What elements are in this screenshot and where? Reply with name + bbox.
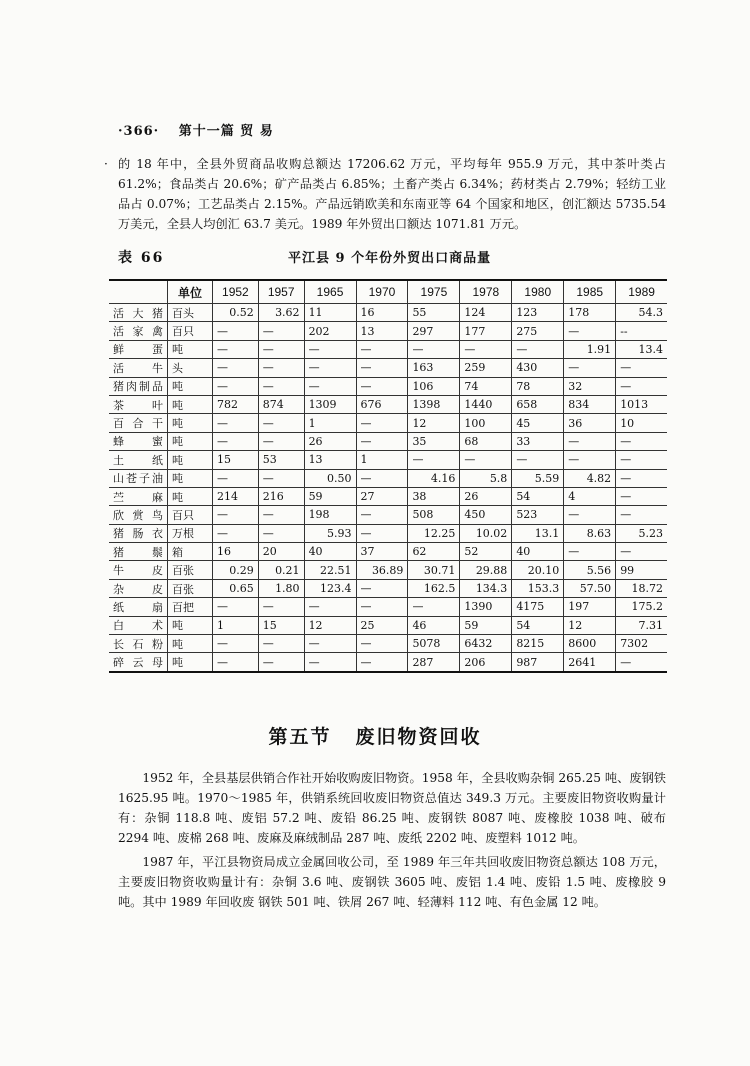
table-cell: 4.82 <box>564 469 616 487</box>
table-cell: 10.02 <box>460 524 512 542</box>
table-cell: 0.52 <box>213 304 259 322</box>
table-cell: — <box>258 506 304 524</box>
table-cell: — <box>258 524 304 542</box>
table-cell: 99 <box>616 561 667 579</box>
table-cell: 16 <box>213 543 259 561</box>
table-cell: 5.8 <box>460 469 512 487</box>
row-item-name: 蜂蜜 <box>109 432 168 450</box>
table-cell: 20.10 <box>512 561 564 579</box>
table-cell: 1 <box>356 451 408 469</box>
table-cell: — <box>616 469 667 487</box>
table-cell: — <box>304 598 356 616</box>
table-cell: 8215 <box>512 635 564 653</box>
table-cell: — <box>512 451 564 469</box>
table-cell: 46 <box>408 616 460 634</box>
table-cell: — <box>304 359 356 377</box>
row-unit: 吨 <box>168 487 213 505</box>
table-cell: 175.2 <box>616 598 667 616</box>
table-cell: 7302 <box>616 635 667 653</box>
table-cell: — <box>213 377 259 395</box>
table-cell: — <box>564 432 616 450</box>
table-cell: — <box>356 377 408 395</box>
table-row <box>109 561 667 579</box>
table-cell: — <box>564 506 616 524</box>
header-year: 1985 <box>564 280 616 304</box>
table-cell: 40 <box>304 543 356 561</box>
table-cell: 297 <box>408 322 460 340</box>
row-item-name: 猪鬃 <box>109 543 168 561</box>
table-cell: — <box>258 414 304 432</box>
table-cell: 22.51 <box>304 561 356 579</box>
table-cell: 52 <box>460 543 512 561</box>
table-cell: — <box>258 322 304 340</box>
row-unit: 吨 <box>168 340 213 358</box>
section-title: 废旧物资回收 <box>355 726 482 748</box>
table-cell: 1390 <box>460 598 512 616</box>
table-cell: 54 <box>512 487 564 505</box>
table-cell: 12.25 <box>408 524 460 542</box>
table-row <box>109 359 667 377</box>
table-cell: 36.89 <box>356 561 408 579</box>
table-cell: — <box>616 432 667 450</box>
section-heading <box>0 722 750 749</box>
table-cell: 54 <box>512 616 564 634</box>
row-unit: 吨 <box>168 469 213 487</box>
table-row <box>109 304 667 322</box>
table-cell: 57.50 <box>564 579 616 597</box>
table-cell: 0.50 <box>304 469 356 487</box>
table-cell: 1 <box>304 414 356 432</box>
table-cell: 782 <box>213 395 259 413</box>
table-cell: — <box>258 635 304 653</box>
table-cell: — <box>213 340 259 358</box>
table-cell: -- <box>616 322 667 340</box>
export-table <box>109 279 667 673</box>
table-cell: — <box>258 469 304 487</box>
table-cell: 13 <box>356 322 408 340</box>
table-cell: 6432 <box>460 635 512 653</box>
row-item-name: 山苍子油 <box>109 469 168 487</box>
row-item-name: 猪肉制品 <box>109 377 168 395</box>
header-item <box>109 280 168 304</box>
row-item-name: 长石粉 <box>109 635 168 653</box>
recycling-paragraph-2: 1987 年，平江县物资局成立金属回收公司，至 1989 年三年共回收废旧物资总额达 108 万元，主要废旧物资收购量计有：杂铜 3.6 吨、废钢铁 3605 吨、废铝 1.4 吨、废铅 1.5 吨、废橡胶 9 吨。其中 1989 年回收废 钢铁 501 吨、铁屑 267 吨、轻薄料 112 吨、有色金属 12 吨。 <box>118 855 666 909</box>
table-cell: 259 <box>460 359 512 377</box>
table-cell: 676 <box>356 395 408 413</box>
row-item-name: 猪肠衣 <box>109 524 168 542</box>
table-cell: 153.3 <box>512 579 564 597</box>
table-cell: 508 <box>408 506 460 524</box>
table-cell: — <box>356 359 408 377</box>
table-cell: 20 <box>258 543 304 561</box>
row-unit: 百张 <box>168 579 213 597</box>
row-unit: 吨 <box>168 432 213 450</box>
table-row <box>109 635 667 653</box>
table-cell: 1.91 <box>564 340 616 358</box>
row-unit: 吨 <box>168 653 213 672</box>
table-row <box>109 598 667 616</box>
table-cell: 0.29 <box>213 561 259 579</box>
table-cell: 206 <box>460 653 512 672</box>
table-cell: — <box>304 377 356 395</box>
row-item-name: 苎麻 <box>109 487 168 505</box>
table-cell: 198 <box>304 506 356 524</box>
table-cell: — <box>564 451 616 469</box>
table-cell: 100 <box>460 414 512 432</box>
table-cell: 287 <box>408 653 460 672</box>
table-row <box>109 395 667 413</box>
table-cell: 13 <box>304 451 356 469</box>
table-cell: 197 <box>564 598 616 616</box>
table-cell: 35 <box>408 432 460 450</box>
table-cell: 8.63 <box>564 524 616 542</box>
row-item-name: 杂皮 <box>109 579 168 597</box>
table-cell: 59 <box>460 616 512 634</box>
table-cell: 5078 <box>408 635 460 653</box>
table-cell: — <box>304 340 356 358</box>
table-cell: — <box>408 340 460 358</box>
table-row <box>109 653 667 672</box>
bullet-mark: · <box>104 157 108 171</box>
table-cell: 26 <box>460 487 512 505</box>
intro-text: 的 18 年中，全县外贸商品收购总额达 17206.62 万元，平均每年 955.9 万元，其中茶叶类占 61.2%；食品类占 20.6%；矿产品类占 6.85%；土畜产类占 6.34%；药材类占 2.79%；轻纺工业品占 0.07%；工艺品类占 2.15%。产品远销欧美和东南亚等 64 个国家和地区，创汇额达 5735.54 万美元，全县人均创汇 63.7 美元。1989 年外贸出口额达 1071.81 万元。 <box>118 157 666 231</box>
table-cell: — <box>258 432 304 450</box>
row-unit: 吨 <box>168 414 213 432</box>
table-cell: — <box>356 598 408 616</box>
table-cell: 12 <box>408 414 460 432</box>
row-item-name: 活大猪 <box>109 304 168 322</box>
table-body <box>109 304 667 672</box>
row-item-name: 欣赏鸟 <box>109 506 168 524</box>
table-cell: — <box>616 653 667 672</box>
table-cell: — <box>356 524 408 542</box>
table-cell: 59 <box>304 487 356 505</box>
table-cell: 177 <box>460 322 512 340</box>
table-cell: 523 <box>512 506 564 524</box>
table-cell: 163 <box>408 359 460 377</box>
row-item-name: 鲜蛋 <box>109 340 168 358</box>
table-cell: 10 <box>616 414 667 432</box>
row-unit: 吨 <box>168 616 213 634</box>
table-cell: 16 <box>356 304 408 322</box>
table-cell: — <box>356 432 408 450</box>
table-cell: 13.4 <box>616 340 667 358</box>
table-cell: — <box>213 506 259 524</box>
table-row <box>109 414 667 432</box>
recycling-paragraph-1: 1952 年，全县基层供销合作社开始收购废旧物资。1958 年，全县收购杂铜 265.25 吨、废钢铁 1625.95 吨。1970～1985 年，供销系统回收废旧物资总值达 349.3 万元。主要废旧物资收购量计有：杂铜 118.8 吨、废铝 57.2 吨、废铅 86.25 吨、废钢铁 8087 吨、废橡胶 1038 吨、破布 2294 吨、废棉 268 吨、废麻及麻绒制品 287 吨、废纸 2202 吨、废塑料 1012 吨。 <box>118 771 666 845</box>
table-cell: — <box>460 340 512 358</box>
table-cell: — <box>213 322 259 340</box>
table-cell: — <box>213 635 259 653</box>
header-unit: 单位 <box>168 280 213 304</box>
table-cell: 78 <box>512 377 564 395</box>
table-cell: 1.80 <box>258 579 304 597</box>
table-cell: 202 <box>304 322 356 340</box>
table-cell: — <box>356 414 408 432</box>
table-row <box>109 432 667 450</box>
row-item-name: 活牛 <box>109 359 168 377</box>
header-year: 1989 <box>616 280 667 304</box>
table-row <box>109 377 667 395</box>
header-year: 1978 <box>460 280 512 304</box>
table-cell: 1309 <box>304 395 356 413</box>
table-cell: 658 <box>512 395 564 413</box>
table-cell: — <box>616 506 667 524</box>
table-caption <box>118 247 666 267</box>
table-cell: 162.5 <box>408 579 460 597</box>
table-cell: 62 <box>408 543 460 561</box>
row-item-name: 百合干 <box>109 414 168 432</box>
table-cell: 134.3 <box>460 579 512 597</box>
table-cell: — <box>213 524 259 542</box>
row-item-name: 活家禽 <box>109 322 168 340</box>
table-cell: — <box>616 359 667 377</box>
table-cell: 1 <box>213 616 259 634</box>
table-cell: 5.23 <box>616 524 667 542</box>
row-unit: 百头 <box>168 304 213 322</box>
row-item-name: 碎云母 <box>109 653 168 672</box>
row-unit: 百只 <box>168 322 213 340</box>
table-cell: — <box>304 635 356 653</box>
table-cell: — <box>258 340 304 358</box>
table-cell: 987 <box>512 653 564 672</box>
table-cell: 37 <box>356 543 408 561</box>
row-item-name: 牛皮 <box>109 561 168 579</box>
table-cell: 2641 <box>564 653 616 672</box>
table-cell: — <box>460 451 512 469</box>
row-unit: 百只 <box>168 506 213 524</box>
running-header <box>118 120 274 139</box>
page-number: ·366· <box>118 124 160 139</box>
table-number: 表 66 <box>118 250 165 266</box>
table-cell: 30.71 <box>408 561 460 579</box>
table-cell: — <box>564 359 616 377</box>
row-item-name: 纸扇 <box>109 598 168 616</box>
header-year: 1957 <box>258 280 304 304</box>
table-cell: 11 <box>304 304 356 322</box>
table-cell: 36 <box>564 414 616 432</box>
table-cell: — <box>258 359 304 377</box>
table-cell: 123.4 <box>304 579 356 597</box>
header-year: 1952 <box>213 280 259 304</box>
table-cell: — <box>356 579 408 597</box>
table-cell: 4 <box>564 487 616 505</box>
table-cell: — <box>258 653 304 672</box>
intro-paragraph <box>104 154 666 234</box>
table-row <box>109 579 667 597</box>
table-cell: 12 <box>304 616 356 634</box>
table-cell: 123 <box>512 304 564 322</box>
table-cell: 4175 <box>512 598 564 616</box>
table-cell: 450 <box>460 506 512 524</box>
table-cell: 18.72 <box>616 579 667 597</box>
table-cell: 29.88 <box>460 561 512 579</box>
table-row <box>109 322 667 340</box>
table-row <box>109 616 667 634</box>
table-row <box>109 543 667 561</box>
table-cell: 834 <box>564 395 616 413</box>
table-cell: 26 <box>304 432 356 450</box>
table-row <box>109 506 667 524</box>
table-cell: — <box>616 487 667 505</box>
table-cell: — <box>408 598 460 616</box>
table-cell: — <box>356 469 408 487</box>
table-row <box>109 487 667 505</box>
table-cell: 13.1 <box>512 524 564 542</box>
table-cell: 45 <box>512 414 564 432</box>
table-cell: — <box>356 635 408 653</box>
table-row <box>109 469 667 487</box>
table-header-row <box>109 280 667 304</box>
table-cell: 3.62 <box>258 304 304 322</box>
table-cell: 27 <box>356 487 408 505</box>
table-cell: 15 <box>258 616 304 634</box>
header-year: 1970 <box>356 280 408 304</box>
table-cell: — <box>213 598 259 616</box>
table-cell: 214 <box>213 487 259 505</box>
table-cell: 7.31 <box>616 616 667 634</box>
row-item-name: 土纸 <box>109 451 168 469</box>
table-cell: 1440 <box>460 395 512 413</box>
table-row <box>109 451 667 469</box>
table-cell: 55 <box>408 304 460 322</box>
table-cell: — <box>616 451 667 469</box>
table-cell: 74 <box>460 377 512 395</box>
table-cell: — <box>564 543 616 561</box>
table-cell: 5.59 <box>512 469 564 487</box>
table-cell: 12 <box>564 616 616 634</box>
table-cell: 0.21 <box>258 561 304 579</box>
table-cell: 40 <box>512 543 564 561</box>
table-cell: — <box>616 377 667 395</box>
table-cell: — <box>213 414 259 432</box>
row-unit: 百张 <box>168 561 213 579</box>
table-cell: 54.3 <box>616 304 667 322</box>
table-cell: 0.65 <box>213 579 259 597</box>
row-unit: 吨 <box>168 395 213 413</box>
table-cell: 4.16 <box>408 469 460 487</box>
header-year: 1980 <box>512 280 564 304</box>
table-cell: — <box>356 653 408 672</box>
row-unit: 吨 <box>168 451 213 469</box>
table-cell: 33 <box>512 432 564 450</box>
table-cell: 874 <box>258 395 304 413</box>
table-cell: — <box>512 340 564 358</box>
table-cell: 5.56 <box>564 561 616 579</box>
table-row <box>109 340 667 358</box>
table-cell: — <box>356 506 408 524</box>
row-unit: 头 <box>168 359 213 377</box>
table-cell: — <box>213 469 259 487</box>
table-cell: 38 <box>408 487 460 505</box>
row-unit: 吨 <box>168 377 213 395</box>
chapter-title: 第十一篇 贸 易 <box>178 124 274 139</box>
table-cell: 275 <box>512 322 564 340</box>
header-year: 1965 <box>304 280 356 304</box>
table-cell: 216 <box>258 487 304 505</box>
table-cell: — <box>213 359 259 377</box>
row-unit: 万根 <box>168 524 213 542</box>
row-item-name: 茶叶 <box>109 395 168 413</box>
table-cell: 178 <box>564 304 616 322</box>
table-cell: 53 <box>258 451 304 469</box>
table-cell: 15 <box>213 451 259 469</box>
table-cell: 124 <box>460 304 512 322</box>
table-cell: — <box>258 598 304 616</box>
table-cell: — <box>213 432 259 450</box>
table-cell: — <box>213 653 259 672</box>
table-cell: 1013 <box>616 395 667 413</box>
table-row <box>109 524 667 542</box>
row-unit: 箱 <box>168 543 213 561</box>
table-cell: 8600 <box>564 635 616 653</box>
table-cell: — <box>408 451 460 469</box>
row-unit: 百把 <box>168 598 213 616</box>
row-unit: 吨 <box>168 635 213 653</box>
table-cell: — <box>258 377 304 395</box>
table-cell: — <box>616 543 667 561</box>
row-item-name: 白术 <box>109 616 168 634</box>
header-year: 1975 <box>408 280 460 304</box>
table-title: 平江县 9 个年份外贸出口商品量 <box>288 251 492 266</box>
table-cell: — <box>564 322 616 340</box>
table-cell: 68 <box>460 432 512 450</box>
table-cell: — <box>356 340 408 358</box>
table-cell: 25 <box>356 616 408 634</box>
table-cell: — <box>304 653 356 672</box>
table-cell: 32 <box>564 377 616 395</box>
table-cell: 1398 <box>408 395 460 413</box>
section-number: 第五节 <box>268 726 332 748</box>
table-cell: 5.93 <box>304 524 356 542</box>
table-cell: 430 <box>512 359 564 377</box>
table-cell: 106 <box>408 377 460 395</box>
